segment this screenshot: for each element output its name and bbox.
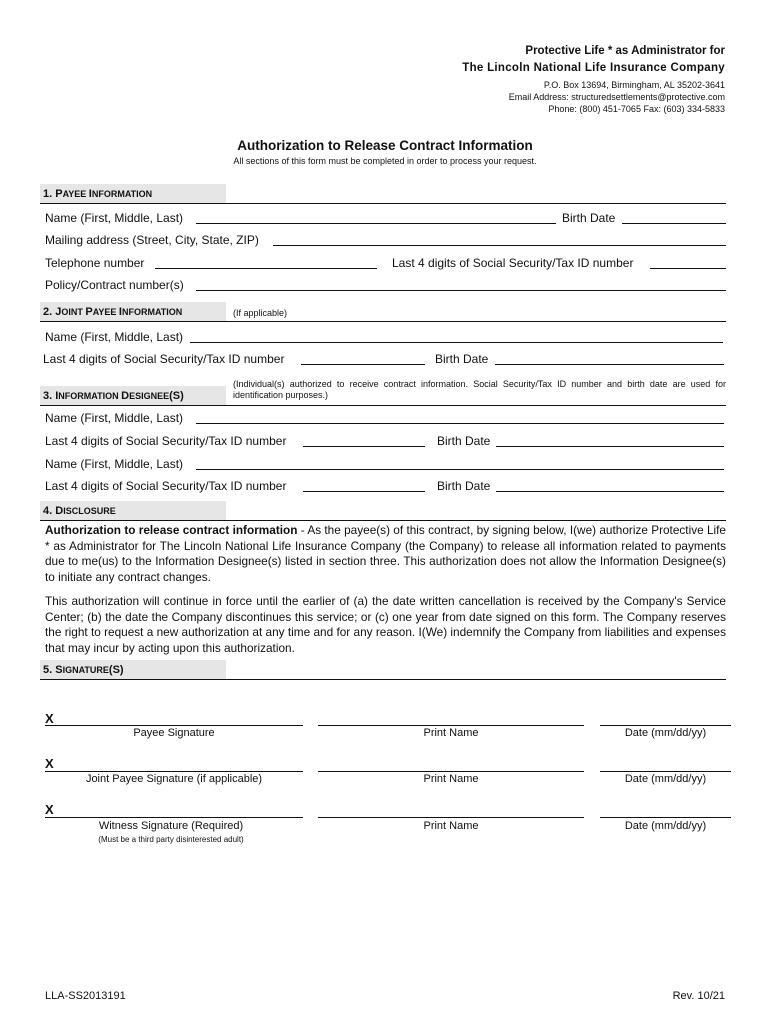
admin-line: Protective Life * as Administrator for bbox=[525, 45, 725, 57]
payee-signature-field[interactable] bbox=[45, 725, 303, 726]
email-address: Email Address: structuredsettlements@protective.com bbox=[508, 92, 725, 102]
section-3-rule bbox=[40, 405, 726, 406]
joint-birth-field[interactable] bbox=[495, 364, 724, 365]
payee-ssn-field[interactable] bbox=[650, 268, 726, 269]
payee-print-name-field[interactable] bbox=[318, 725, 584, 726]
form-revision: Rev. 10/21 bbox=[672, 990, 725, 1002]
section-4-rule bbox=[40, 520, 726, 521]
joint-ssn-label: Last 4 digits of Social Security/Tax ID number bbox=[43, 352, 285, 366]
payee-signature-caption: Payee Signature bbox=[133, 727, 215, 739]
payee-name-field[interactable] bbox=[196, 223, 556, 224]
payee-phone-field[interactable] bbox=[155, 268, 377, 269]
section-1-title: 1. PAYEE INFORMATION bbox=[43, 188, 153, 200]
section-2-title: 2. JOINT PAYEE INFORMATION bbox=[43, 306, 183, 318]
payee-phone-label: Telephone number bbox=[45, 256, 145, 270]
designee-1-birth-label: Birth Date bbox=[437, 434, 491, 448]
designee-1-birth-field[interactable] bbox=[496, 446, 724, 447]
joint-ssn-field[interactable] bbox=[301, 364, 425, 365]
section-3-title: 3. INFORMATION DESIGNEE(S) bbox=[43, 390, 184, 402]
disclosure-lead: Authorization to release contract information bbox=[45, 523, 298, 537]
section-3-header bbox=[40, 386, 226, 406]
section-1-rule bbox=[40, 203, 726, 204]
section-5-rule bbox=[40, 679, 726, 680]
witness-date-caption: Date (mm/dd/yy) bbox=[624, 820, 707, 832]
section-4-header bbox=[40, 501, 226, 521]
company-name: The Lincoln National Life Insurance Company bbox=[462, 62, 725, 74]
joint-name-label: Name (First, Middle, Last) bbox=[45, 330, 184, 344]
designee-2-birth-label: Birth Date bbox=[437, 479, 491, 493]
designee-1-ssn-label: Last 4 digits of Social Security/Tax ID number bbox=[45, 434, 287, 448]
form-subtitle: All sections of this form must be completed in order to process your request. bbox=[233, 156, 537, 166]
payee-policy-label: Policy/Contract number(s) bbox=[45, 278, 184, 292]
witness-print-name-field[interactable] bbox=[318, 817, 584, 818]
designee-2-name-field[interactable] bbox=[196, 469, 724, 470]
phone-fax: Phone: (800) 451-7065 Fax: (603) 334-5833 bbox=[548, 104, 725, 114]
joint-sign-x: X bbox=[45, 756, 54, 771]
payee-birth-label: Birth Date bbox=[562, 211, 616, 225]
witness-print-name-caption: Print Name bbox=[423, 820, 479, 832]
joint-date-field[interactable] bbox=[600, 771, 731, 772]
joint-date-caption: Date (mm/dd/yy) bbox=[624, 773, 707, 785]
designee-note: (Individual(s) authorized to receive contract information. Social Security/Tax ID number and birth date are used for identification purposes.) bbox=[233, 379, 726, 400]
payee-print-name-caption: Print Name bbox=[423, 727, 479, 739]
payee-ssn-label: Last 4 digits of Social Security/Tax ID number bbox=[392, 256, 634, 270]
witness-note: (Must be a third party disinterested adult) bbox=[98, 835, 244, 844]
witness-sign-x: X bbox=[45, 802, 54, 817]
joint-print-name-field[interactable] bbox=[318, 771, 584, 772]
payee-date-field[interactable] bbox=[600, 725, 731, 726]
form-title: Authorization to Release Contract Information bbox=[237, 138, 533, 153]
payee-mailing-field[interactable] bbox=[273, 245, 726, 246]
form-id: LLA-SS2013191 bbox=[45, 990, 126, 1002]
section-2-header bbox=[40, 302, 226, 322]
witness-date-field[interactable] bbox=[600, 817, 731, 818]
disclosure-paragraph-2: This authorization will continue in force until the earlier of (a) the date written cancellation is received by the Company's Service Center; (b) the date the Company discontinues this service; or (c) one year from date signed on this form. The Company reserves the right to request a new authorization at any time and for any reason. I(We) indemnify the Company from liabilities and expenses that may incur by acting upon this authorization. bbox=[45, 594, 726, 655]
designee-2-birth-field[interactable] bbox=[496, 491, 724, 492]
designee-1-name-label: Name (First, Middle, Last) bbox=[45, 411, 184, 425]
payee-sign-x: X bbox=[45, 711, 54, 726]
payee-birth-field[interactable] bbox=[622, 223, 726, 224]
joint-signature-field[interactable] bbox=[45, 771, 303, 772]
designee-2-ssn-field[interactable] bbox=[303, 491, 425, 492]
payee-mailing-label: Mailing address (Street, City, State, ZIP) bbox=[45, 233, 259, 247]
section-5-title: 5. SIGNATURE(S) bbox=[43, 664, 124, 676]
designee-1-ssn-field[interactable] bbox=[303, 446, 425, 447]
joint-birth-label: Birth Date bbox=[435, 352, 489, 366]
payee-policy-field[interactable] bbox=[196, 290, 726, 291]
section-1-header bbox=[40, 184, 226, 204]
payee-name-label: Name (First, Middle, Last) bbox=[45, 211, 184, 225]
payee-date-caption: Date (mm/dd/yy) bbox=[624, 727, 707, 739]
joint-print-name-caption: Print Name bbox=[423, 773, 479, 785]
disclosure-paragraph-1: Authorization to release contract information - As the payee(s) of this contract, by signing below, I(we) authorize Protective Life * as Administrator for The Lincoln National Life Insurance Company (the Company) to release all information related to payments due to me(us) to the Information Designee(s) listed in section three. This authorization does not allow the Information Designee(s) to initiate any contract changes. bbox=[45, 523, 726, 584]
joint-note: (If applicable) bbox=[233, 308, 288, 318]
section-4-title: 4. DISCLOSURE bbox=[43, 505, 116, 517]
witness-signature-field[interactable] bbox=[45, 817, 303, 818]
witness-signature-caption: Witness Signature (Required) bbox=[98, 820, 244, 832]
designee-1-name-field[interactable] bbox=[196, 423, 724, 424]
section-5-header bbox=[40, 660, 226, 680]
designee-2-ssn-label: Last 4 digits of Social Security/Tax ID number bbox=[45, 479, 287, 493]
mailing-address: P.O. Box 13694, Birmingham, AL 35202-3641 bbox=[543, 80, 725, 90]
joint-signature-caption: Joint Payee Signature (if applicable) bbox=[85, 773, 263, 785]
section-2-rule bbox=[40, 321, 726, 322]
designee-2-name-label: Name (First, Middle, Last) bbox=[45, 457, 184, 471]
joint-name-field[interactable] bbox=[190, 342, 723, 343]
